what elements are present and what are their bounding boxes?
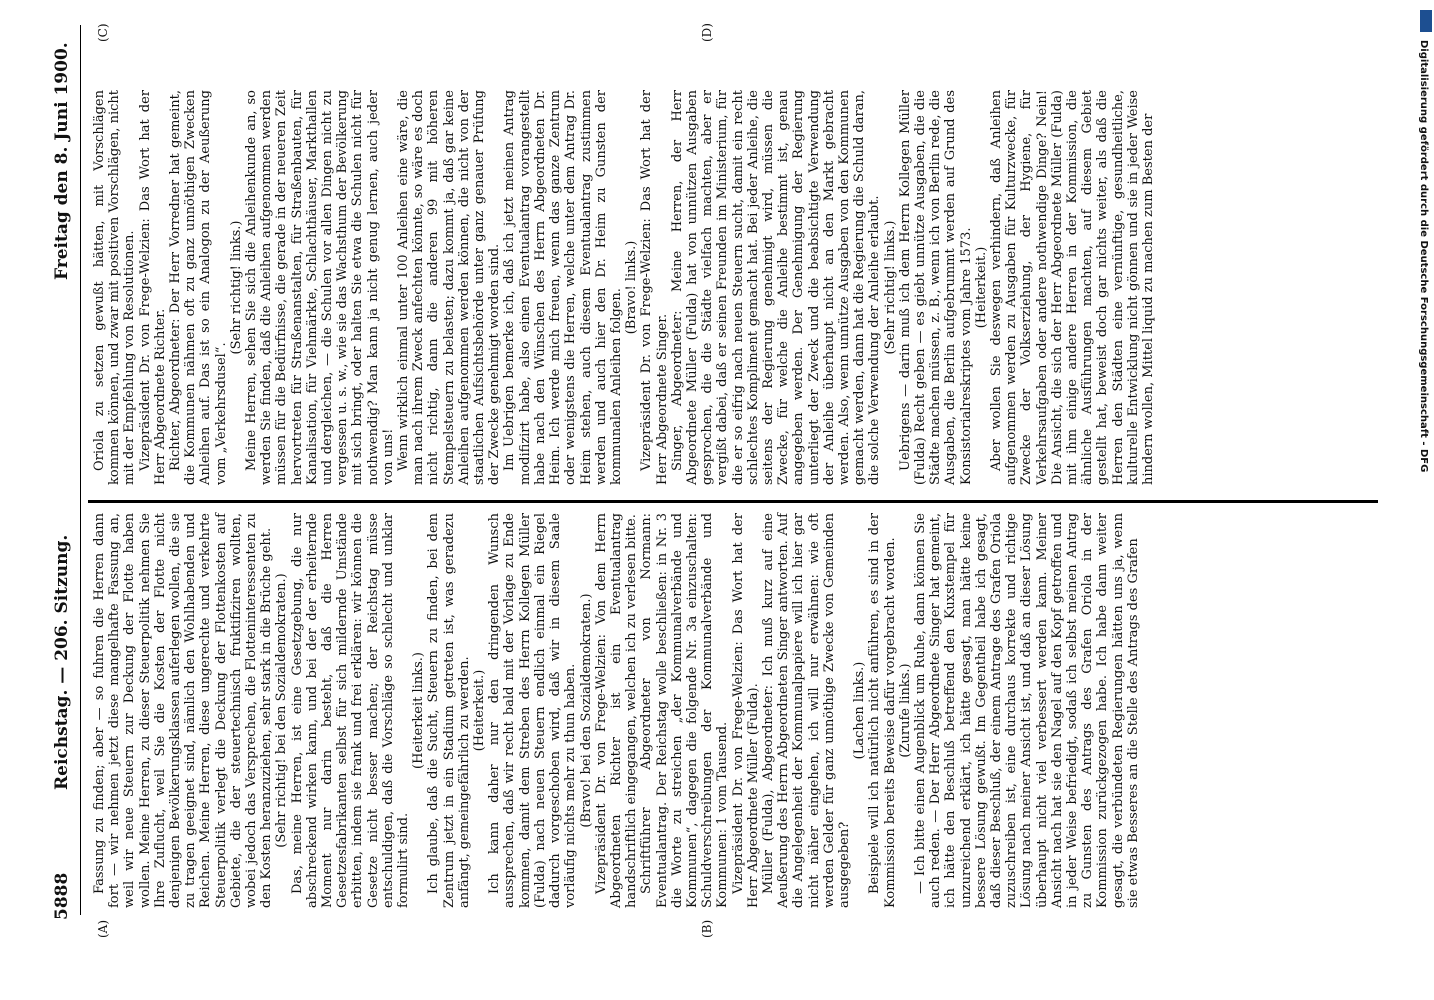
left-paragraph: (Sehr richtig! bei den Sozialdemokraten.)	[274, 573, 290, 848]
right-paragraph: (Sehr richtig! links.)	[228, 220, 244, 355]
header-center: Reichstag. — 206. Sitzung.	[52, 534, 72, 790]
left-paragraph: (Heiterkeit links.)	[411, 652, 427, 769]
right-paragraph: (Bravo! links.)	[624, 240, 640, 335]
left-paragraph: Fassung zu finden; aber — so fuhren die Herren dann fort — wir nehmen jetzt diese mangelhafte Fassung an, weil wir neue Steuern zur Deckung der Flotte haben wollen. Meine Herren, zu dieser Steuerpolitik nehmen Sie Ihre Zuflucht, weil Sie die Kosten der Flotte nicht denjenigen Bevölkerungsklassen auferlegen wollen, die sie zu tragen geeignet sind, nämlich den Wohlhabenden und Reichen. Meine Herren, diese ungerechte und verkehrte Steuerpolitik verlegt die Deckung der Flottenkosten auf Gebiete, die der steuertechnisch fruktifiziren wollten, wobei jedoch das Versprechen, die Flotteninteressenten zu den Kosten heranzuziehen, sehr stark in die Brüche geht.	[92, 513, 275, 908]
left-paragraph: Vizepräsident Dr. von Frege-Welzien: Das Wort hat der Herr Abgeordnete Müller (Fulda).	[730, 513, 761, 908]
column-divider	[88, 500, 1378, 503]
left-paragraph: Das, meine Herren, ist eine Gesetzgebung, die nur abschreckend wirken kann, und bei der der erheiternde Moment nur darin besteht, daß die Herren Gesetzesfabrikanten selbst für sich mildernde Umstände erbitten, indem sie frank und frei erklären: wir können die Gesetze nicht besser machen; der Reichstag müsse entschuldigen, daß die Vorschläge so schlecht und unklar formulirt sind.	[289, 513, 412, 908]
left-paragraph: (Bravo! bei den Sozialdemokraten.)	[578, 593, 594, 828]
right-paragraph: Meine Herren, sehen Sie sich die Anleihenkunde an, so werden Sie finden, daß die Anleihen aufgenommen werden müssen für die Bedürfnisse, die gerade in der neueren Zeit hervortreten für Straßenanstalten, für Straßenbauten, für Kanalisation, für Viehmärkte, Schlachthäuser, Markthallen und dergleichen, — die Schulen vor allen Dingen nicht zu vergessen u. s. w., wie sie das Wachsthum der Bevölkerung mit sich bringt, oder halten Sie etwa die Schulen nicht für nothwendig? Man kann ja nicht genug lernen, auch jeder von uns!	[244, 90, 396, 485]
dfg-logo	[1420, 10, 1432, 32]
marker-a: (A)	[96, 919, 110, 938]
sidebar-caption: Digitalisierung gefördert durch die Deutsche Forschungsgemeinschaft - DFG	[1418, 40, 1429, 473]
right-column	[92, 90, 1156, 485]
right-paragraph: Vizepräsident Dr. von Frege-Welzien: Das Wort hat der Herr Abgeordnete Singer.	[639, 90, 670, 485]
page-number: 5888	[52, 872, 72, 920]
left-column	[92, 513, 1141, 908]
right-paragraph: (Sehr richtig! links.)	[882, 220, 898, 355]
right-paragraph: Singer, Abgeordneter: Meine Herren, der Herr Abgeordnete Müller (Fulda) hat von unnützen Ausgaben gesprochen, die die Städte vielfach machten, aber er vergißt dabei, daß er seinen Freunden im Ministerium, für die er so eifrig nach neuen Steuern sucht, damit ein recht schlechtes Kompliment gemacht hat. Bei jeder Anleihe, die seitens der Regierung genehmigt wird, müssen die Zwecke, für welche die Anleihe bestimmt ist, genau angegeben werden. Der Genehmigung der Regierung unterliegt der Zweck und die beabsichtigte Verwendung der Anleihe überhaupt nicht an den Markt gebracht werden. Also, wenn unnütze Ausgaben von den Kommunen gemacht werden, dann hat die Regierung die Schuld daran, die solche Verwendung der Anleihe erlaubt.	[669, 90, 883, 485]
left-paragraph: (Heiterkeit.)	[472, 669, 488, 752]
left-paragraph: Vizepräsident Dr. von Frege-Welzien: Von dem Herrn Abgeordneten Richter ist ein Eventualantrag handschriftlich eingegangen, welchen ich zu verlesen bitte.	[593, 513, 640, 908]
left-paragraph: Schriftführer Abgeordneter von Normann: Eventualantrag. Der Reichstag wolle beschließen: in Nr. 3 die Worte zu streichen „der Kommunalverbände und Kommunen“, dagegen die folgende Nr. 3a einzuschalten: Schuldverschreibungen der Kommunalverbände und Kommunen: 1 vom Tausend.	[639, 513, 731, 908]
left-paragraph: Beispiele will ich natürlich nicht anführen, es sind in der Kommission bereits Beweise dafür vorgebracht worden.	[867, 513, 898, 908]
right-paragraph: Uebrigens — darin muß ich dem Herrn Kollegen Müller (Fulda) Recht geben — es giebt unnütze Ausgaben, die die Städte machen müssen, z. B., wenn ich von Berlin rede, die Ausgaben, die Berlin aufgebrummt werden auf Grund des Konsistorialreskriptes vom Jahre 1573.	[897, 90, 974, 485]
left-paragraph: Ich glaube, daß die Sucht, Steuern zu finden, bei dem Zentrum jetzt in ein Stadium getreten ist, was geradezu anfängt, gemeingefährlich zu werden.	[426, 513, 472, 908]
page-header	[52, 40, 74, 920]
right-paragraph: Vizepräsident Dr. von Frege-Welzien: Das Wort hat der Herr Abgeordnete Richter.	[137, 90, 168, 485]
header-rule	[80, 25, 81, 915]
right-paragraph: Oriola zu setzen gewußt hätten, mit Vorschlägen kommen können, und zwar mit positiven Vorschlägen, nicht mit der Empfehlung von Resolutionen.	[92, 90, 138, 485]
right-paragraph: Richter, Abgeordneter: Der Herr Vorredner hat gemeint, die Kommunen nähmen oft zu ganz unnöthigen Zwecken Anleihen auf. Das ist so ein Analogon zu der Aeußerung vom „Verkehrsdusel“.	[168, 90, 229, 485]
left-paragraph: (Lachen links.)	[852, 661, 868, 760]
marker-b: (B)	[700, 919, 714, 938]
left-paragraph: — Ich bitte einen Augenblick um Ruhe, dann können Sie auch reden. — Der Herr Abgeordnete Singer hat gemeint, ich hätte den Beschluß betreffend den Kuxstempel für unzureichend erklärt, ich hätte gesagt, man hätte keine bessere Lösung gewußt. Im Gegentheil habe ich gesagt, daß dieser Beschluß, der einem Antrage des Grafen Oriola zuzuschreiben ist, eine durchaus korrekte und richtige Lösung nach meiner Ansicht ist, und daß an dieser Lösung überhaupt nicht viel verbessert werden kann. Meiner Ansicht nach hat sie den Nagel auf den Kopf getroffen und in jeder Weise befriedigt, sodaß ich selbst meinen Antrag zu Gunsten des Antrags des Grafen Oriola in der Kommission zurückgezogen habe. Ich habe dann weiter gesagt, die verbündeten Regierungen hätten uns ja, wenn sie etwas Besseres an die Stelle des Antrags des Grafen	[912, 513, 1141, 908]
left-paragraph: Ich kann daher nur den dringenden Wunsch aussprechen, daß wir recht bald mit der Vorlage zu Ende kommen, damit dem Streben des Herrn Kollegen Müller (Fulda) nach neuen Steuern endlich einmal ein Riegel dadurch vorgeschoben wird, daß wir in diesem Saale vorläufig nichts mehr zu thun haben.	[487, 513, 579, 908]
marker-d: (D)	[700, 23, 714, 42]
header-date: Freitag den 8. Juni 1900.	[52, 42, 72, 280]
right-paragraph: Aber wollen Sie deswegen verhindern, daß Anleihen aufgenommen werden zu Ausgaben für Kulturzwecke, für Zwecke der Volkserziehung, der Hygiene, für Verkehrsaufgaben oder andere nothwendige Dinge? Nein! Die Ansicht, die sich der Herr Abgeordnete Müller (Fulda) mit ihm einige andere Herren in der Kommission, die ähnliche Ausführungen machten, auf diesem Gebiet gestellt hat, beweist doch gar nichts weiter, als daß die Herren den Städten eine vernünftige, gesundheitliche, kulturelle Entwicklung nicht gönnen und sie in jeder Weise hindern wollen, Mittel liquid zu machen zum Besten der	[988, 90, 1157, 485]
right-paragraph: (Heiterkeit.)	[973, 246, 989, 329]
left-paragraph: (Zurufe links.)	[897, 663, 913, 758]
left-paragraph: Müller (Fulda), Abgeordneter: Ich muß kurz auf eine Aeußerung des Herrn Abgeordneten Singer antworten. Auf die Angelegenheit der Kommunalpapiere will ich hier gar nicht näher eingehen, ich will nur erwähnen: wie oft werden Gelder für ganz unnöthige Zwecke von Gemeinden ausgegeben?	[760, 513, 852, 908]
right-paragraph: Wenn wirklich einmal unter 100 Anleihen eine wäre, die man nach ihrem Zweck anfechten könnte, so wäre es doch nicht richtig, dann die anderen 99 mit höheren Stempelsteuern zu belasten; dazu kommt ja, daß gar keine Anleihen aufgenommen werden können, die nicht von der staatlichen Aufsichtsbehörde unter ganz genauer Prüfung der Zwecke genehmigt worden sind.	[396, 90, 503, 485]
right-paragraph: Im Uebrigen bemerke ich, daß ich jetzt meinen Antrag modifizirt habe, also einen Eventualantrag vorangestellt habe nach den Wünschen des Herrn Abgeordneten Dr. Heim. Ich werde mich freuen, wenn das ganze Zentrum oder wenigstens die Herren, welche unter dem Antrag Dr. Heim stehen, auch diesem Eventualantrag zustimmen werden und auch hier den Dr. Heim zu Gunsten der kommunalen Anleihen folgen.	[502, 90, 624, 485]
sidebar-strip	[1412, 0, 1434, 1000]
marker-c: (C)	[96, 23, 110, 42]
